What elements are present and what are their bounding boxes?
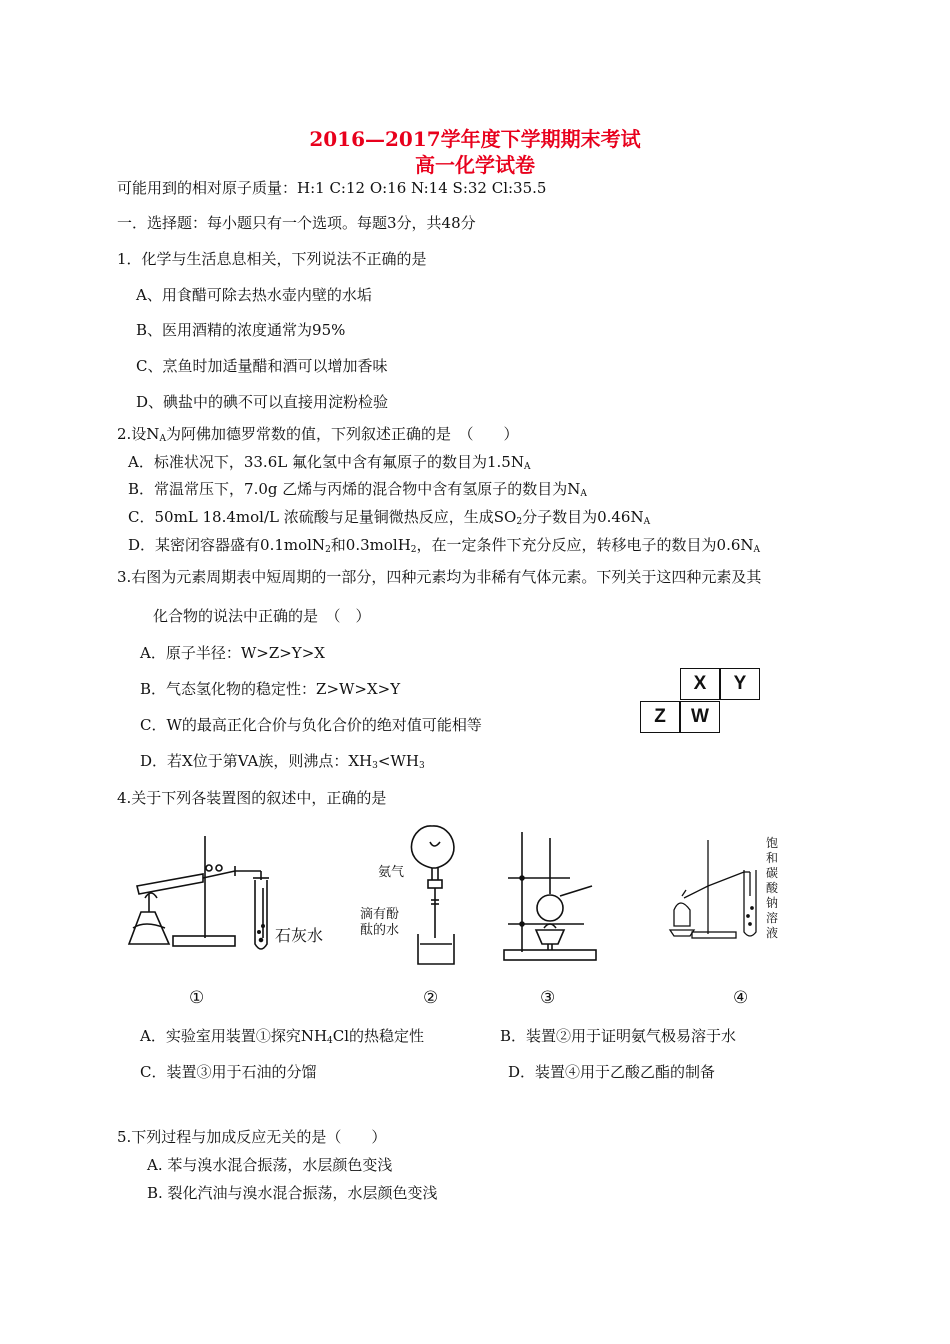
question-1-option-a: A、用食醋可除去热水壶内壁的水垢 (136, 286, 372, 304)
label-char: 液 (766, 926, 779, 940)
question-2-option-c: C．50mL 18.4mol/L 浓硫酸与足量铜微热反应，生成$SO_2$分子数目为$0.46N_A$ (128, 508, 651, 527)
exam-subtitle: 高一化学试卷 (415, 153, 535, 177)
apparatus-3-diagram (500, 826, 605, 968)
exam-title: 2016—2017学年度下学期期末考试 (309, 127, 641, 151)
section-heading: 一．选择题：每小题只有一个选项。每题3分，共48分 (117, 214, 476, 232)
apparatus-number-3: ③ (540, 988, 556, 1008)
question-3-option-d: D．若X位于第VA族，则沸点：$XH_3<WH_3$ (140, 752, 425, 771)
label-phenolphthalein-water-2: 酞的水 (360, 922, 400, 937)
label-char: 钠 (766, 896, 779, 910)
apparatus-3-drawing (500, 826, 605, 968)
question-3-option-a: A．原子半径：W>Z>Y>X (140, 644, 325, 662)
label-char: 溶 (766, 911, 779, 925)
label-char: 饱 (766, 836, 779, 850)
label-phenolphthalein-water-1: 滴有酚 (360, 906, 400, 921)
question-3-stem-line2: 化合物的说法中正确的是 （ ） (153, 607, 371, 625)
question-1-option-b: B、医用酒精的浓度通常为95% (136, 321, 346, 339)
question-4-option-c: C．装置③用于石油的分馏 (140, 1063, 317, 1081)
question-4-option-b: B．装置②用于证明氨气极易溶于水 (500, 1027, 737, 1045)
periodic-table-fragment (640, 668, 762, 734)
label-lime-water: 石灰水 (275, 926, 324, 945)
apparatus-4-diagram (660, 836, 790, 944)
apparatus-1-diagram (125, 828, 340, 958)
question-4-option-d: D．装置④用于乙酸乙酯的制备 (508, 1063, 716, 1081)
question-5-stem: 5.下列过程与加成反应无关的是（ ） (117, 1128, 387, 1146)
label-char: 碳 (766, 866, 779, 880)
question-2-option-b: B．常温常压下，7.0g 乙烯与丙烯的混合物中含有氢原子的数目为$N_A$ (128, 480, 587, 499)
question-2-stem: 2.设$N_A$为阿佛加德罗常数的值，下列叙述正确的是 （ ） (117, 425, 519, 444)
question-2-option-d: D．某密闭容器盛有0.1molN$_2$和0.3molH$_2$，在一定条件下充分反应，转移电子的数目为$0.6N_A$ (128, 536, 761, 555)
question-4-option-a: A．实验室用装置①探究$NH_4Cl$的热稳定性 (140, 1027, 425, 1046)
apparatus-2-diagram (358, 822, 468, 970)
label-saturated-sodium-carbonate (766, 836, 784, 941)
apparatus-2-drawing (358, 822, 468, 970)
apparatus-number-4: ④ (733, 988, 749, 1008)
question-5-option-b: B. 裂化汽油与溴水混合振荡，水层颜色变浅 (147, 1184, 438, 1202)
cell-w: W (680, 701, 720, 733)
label-char: 和 (766, 851, 779, 865)
apparatus-number-1: ① (189, 988, 205, 1008)
question-4-stem: 4.关于下列各装置图的叙述中，正确的是 (117, 789, 387, 807)
question-2-option-a: A．标准状况下，33.6L 氟化氢中含有氟原子的数目为$1.5N_A$ (128, 453, 531, 472)
atomic-masses: 可能用到的相对原子质量：H:1 C:12 O:16 N:14 S:32 Cl:35.5 (117, 179, 547, 197)
cell-x: X (680, 668, 720, 700)
question-3-option-b: B．气态氢化物的稳定性：Z>W>X>Y (140, 680, 401, 698)
question-1-stem: 1．化学与生活息息相关，下列说法不正确的是 (117, 250, 427, 268)
cell-y: Y (720, 668, 760, 700)
question-5-option-a: A. 苯与溴水混合振荡，水层颜色变浅 (147, 1156, 393, 1174)
cell-z: Z (640, 701, 680, 733)
question-3-stem-line1: 3.右图为元素周期表中短周期的一部分，四种元素均为非稀有气体元素。下列关于这四种元素及其 (117, 568, 762, 586)
question-3-option-c: C．W的最高正化合价与负化合价的绝对值可能相等 (140, 716, 482, 734)
question-1-option-c: C、烹鱼时加适量醋和酒可以增加香味 (136, 357, 388, 375)
label-ammonia: 氨气 (378, 864, 405, 879)
question-1-option-d: D、碘盐中的碘不可以直接用淀粉检验 (136, 393, 389, 411)
label-char: 酸 (766, 881, 779, 895)
apparatus-number-2: ② (423, 988, 439, 1008)
